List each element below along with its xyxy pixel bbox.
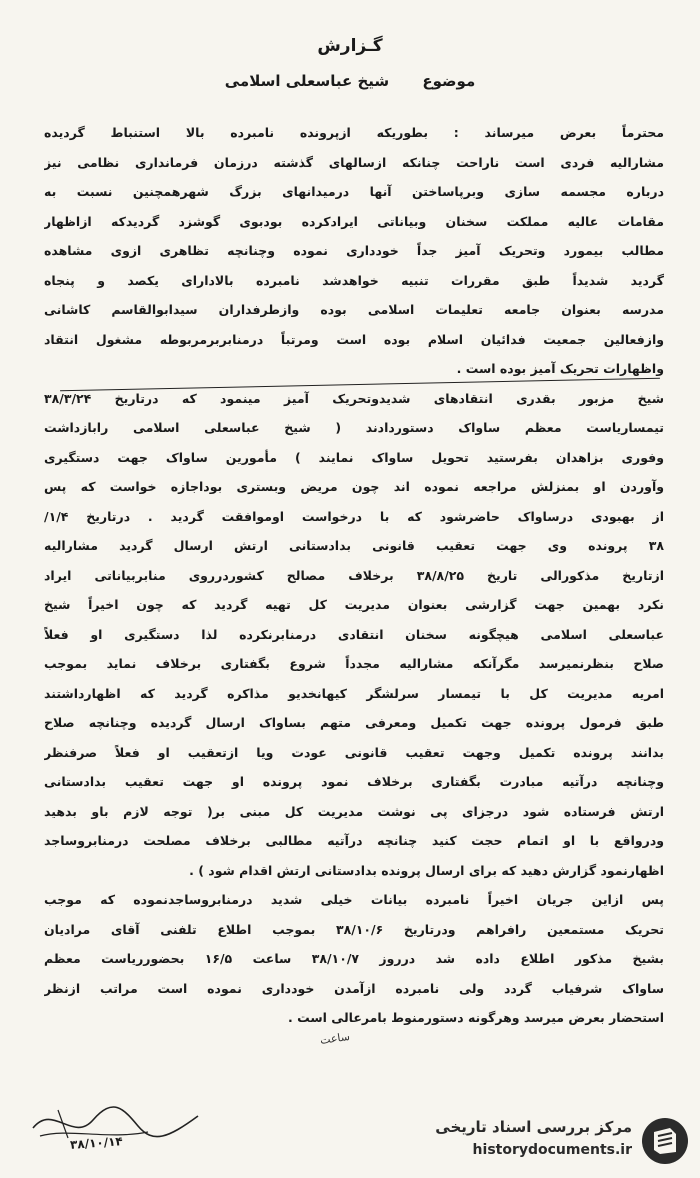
document-line: ۳۸ پرونده وی جهت تعقیب قانونی بدادستانی ارتش ارسال گردید مشارالیه <box>44 538 664 553</box>
document-line: از بهبودی درساواک حاضرشود که با درخواست اوموافقت گردید . درتاریخ ۱/۴/ <box>44 508 664 524</box>
document-line: استحضار بعرض میرسد وهرگونه دستورمنوط بامرعالی است . <box>288 1010 664 1025</box>
document-line: وچنانچه درآتیه مبادرت بگفتاری برخلاف نمود پرونده او جهت تعقیب بدادستانی <box>44 774 664 789</box>
document-line: بشیخ مذکور اطلاع داده شد درروز ۳۸/۱۰/۷ ساعت ۱۶/۵ بحضورریاست معظم <box>44 951 664 966</box>
document-line: وآوردن او بمنزلش مراجعه نموده اند چون مریض وبستری بوداجازه خواست که پس <box>44 479 664 494</box>
document-line: عباسعلی اسلامی هیچگونه سخنان انتقادی درمنابرنکرده لذا دستگیری او فعلاً <box>44 626 664 642</box>
document-line: مدرسه بعنوان جامعه تعلیمات اسلامی بوده وازطرفداران سیدابوالقاسم کاشانی <box>44 302 664 317</box>
document-line: مطالب بیمورد وتحریک آمیز جداً خودداری نموده وچنانچه تظاهری ازوی مشاهده <box>44 243 664 258</box>
document-line: ساواک شرفیاب گردد ولی نامبرده ازآمدن خودداری نموده است مراتب ازنظر <box>44 980 664 996</box>
document-line: گردید شدیداً طبق مقررات تنبیه خواهدشد نامبرده بالادارای یکصد و پنجاه <box>44 272 664 288</box>
document-line: نکرد بهمین جهت گزارشی بعنوان مدیریت کل تهیه گردید که چون اخیراً شیخ <box>44 597 664 612</box>
document-line: وازفعالین جمعیت فدائیان اسلام بوده است ومرتباً درمنابربرمربوطه مشغول انتقاد <box>44 331 664 347</box>
document-line: تیمساریاست معظم ساواک دستوردادند ( شیخ عباسعلی اسلامی رابازداشت <box>44 420 664 435</box>
document-line: درباره مجسمه سازی وبرپاساختن آنها درمیدانهای بزرگ شهرهمچنین نسبت به <box>44 184 664 199</box>
document-line: واظهارات تحریک آمیز بوده است . <box>456 361 664 376</box>
watermark <box>400 1112 690 1170</box>
document-line: امریه مدیریت کل با تیمسار سرلشگر کیهانخدیو مذاکره گردید که اظهارداشتند <box>44 685 664 701</box>
document-line: تحریک مستمعین رافراهم ودرتاریخ ۳۸/۱۰/۶ بموجب اطلاع تلفنی آقای مرادیان <box>44 921 664 937</box>
watermark-title: مرکز بررسی اسناد تاریخی <box>435 1118 632 1136</box>
subject-value: شیخ عباسعلی اسلامی <box>224 72 390 90</box>
document-line: ارتش فرستاده شود درجزای پی نوشت مدیریت کل مبنی بر( توجه لازم باو بدهید <box>44 803 664 819</box>
archive-logo-icon <box>640 1116 690 1166</box>
document-line: بدانند پرونده تکمیل وجهت تعقیب قانونی عودت ویا ازتعقیب او فعلاً صرفنظر <box>44 744 664 760</box>
document-line: پس ازاین جریان اخیراً نامبرده بیانات خیلی شدید درمنابروساجدنموده که موجب <box>44 892 664 907</box>
margin-handwritten-note: ساعت <box>319 1029 351 1048</box>
document-title: گـزارش <box>317 36 383 56</box>
document-line: اظهارنمود گزارش دهید که برای ارسال پرونده بدادستانی ارتش اقدام شود ) . <box>189 862 664 878</box>
signature-date: ۳۸/۱۰/۱۴ <box>69 1134 124 1152</box>
document-line: شیخ مزبور بقدری انتقادهای شدیدوتحریک آمیز مینمود که درتاریخ ۳۸/۳/۲۴ <box>44 390 664 406</box>
document-line: ودرواقع با او اتمام حجت کنید چنانچه درآتیه مطالبی برخلاف مصلحت درمنابروساجد <box>44 833 664 848</box>
document-line: طبق فرمول پرونده جهت تکمیل ومعرفی متهم بساواک ارسال گردیده وچنانچه صلاح <box>44 715 664 730</box>
subject-line <box>0 72 700 90</box>
watermark-url: historydocuments.ir <box>472 1142 632 1158</box>
subject-label: موضوع <box>422 72 476 90</box>
document-body <box>44 118 664 1033</box>
document-line: ازتاریخ مذکورالی تاریخ ۳۸/۸/۲۵ برخلاف مصالح کشوردرروی منابربیاناتی ایراد <box>44 567 664 583</box>
document-line: صلاح بنظرنمیرسد مگرآنکه مشارالیه مجدداً شروع بگفتاری برخلاف نماید بموجب <box>44 656 664 671</box>
document-line: مشارالیه فردی است ناراحت چنانکه ازسالهای گذشته درزمان فرمانداری نظامی نیز <box>44 154 664 170</box>
document-line: محترماً بعرض میرساند : بطوریکه ازپرونده نامبرده بالا استنباط گردیده <box>44 125 664 140</box>
document-line: مقامات عالیه مملکت سخنان وبیاناتی ایرادکرده بودبوی گوشزد گردیدکه ازاظهار <box>44 213 664 229</box>
document-line: وفوری بزاهدان بفرستید تحویل ساواک نمایند ) مأمورین ساواک جهت دستگیری <box>44 449 664 465</box>
